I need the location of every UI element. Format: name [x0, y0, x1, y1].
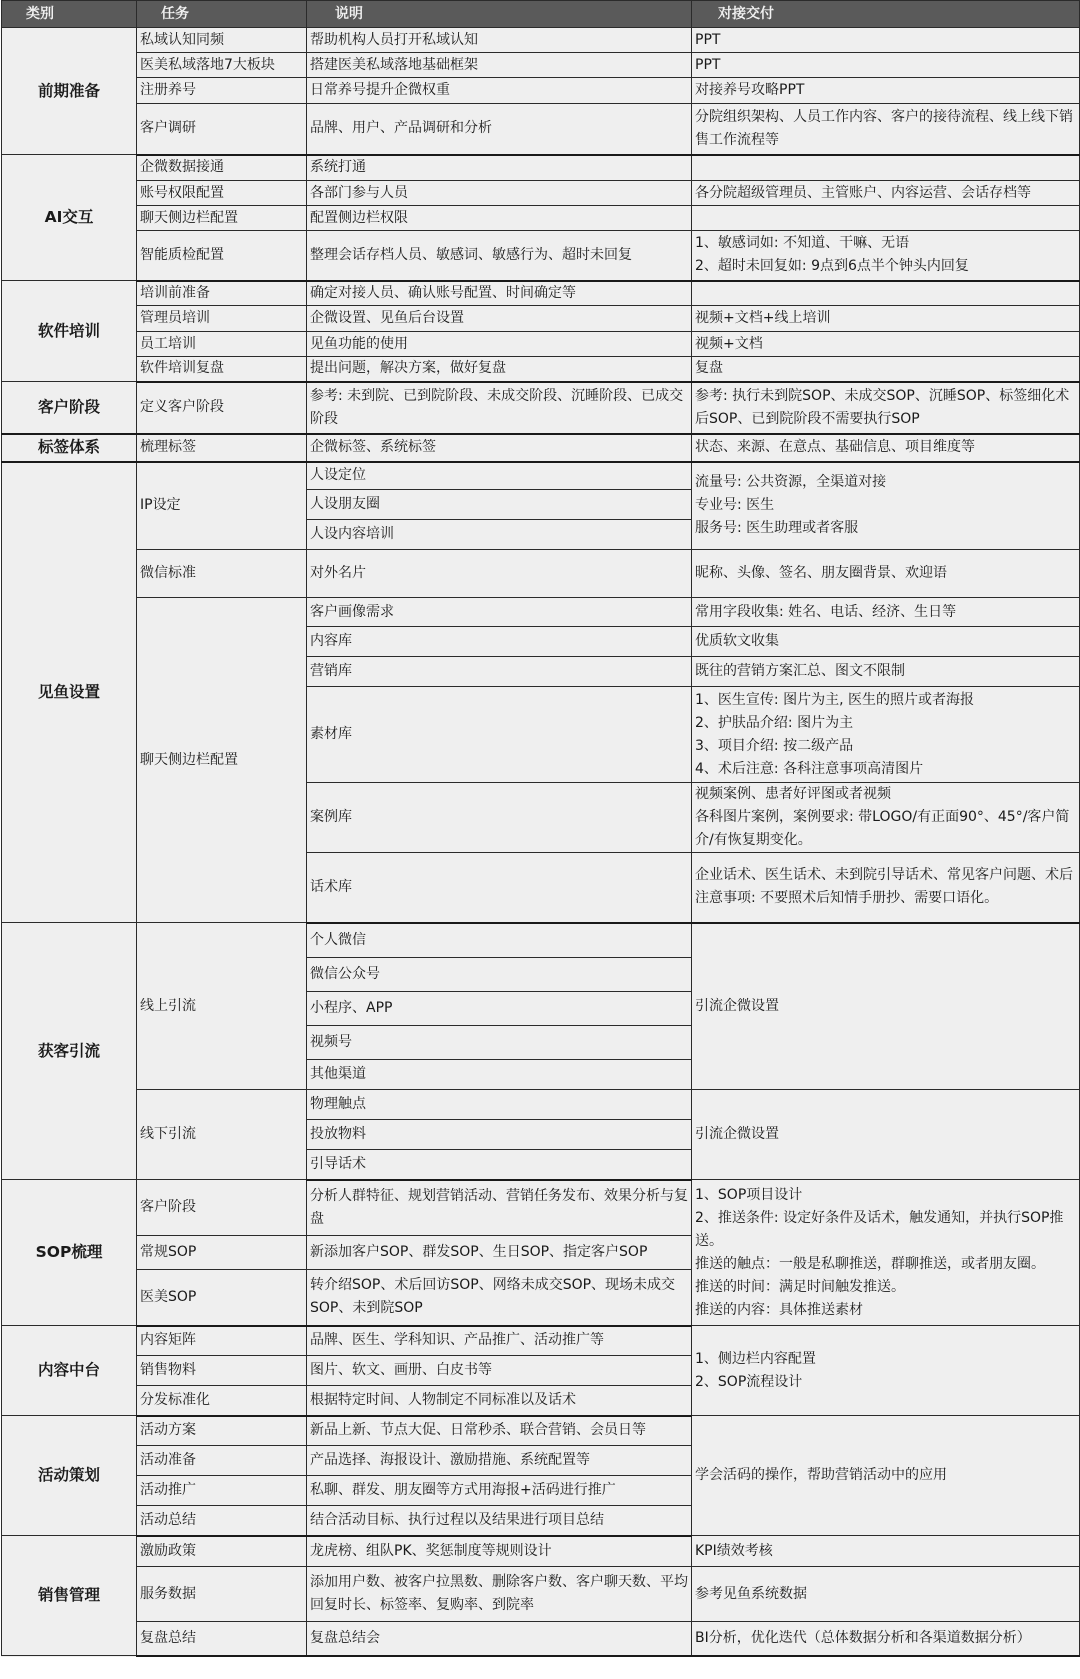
task-cell: 账号权限配置 [137, 181, 307, 206]
desc-cell: 见鱼功能的使用 [307, 332, 692, 357]
desc-cell: 话术库 [307, 853, 692, 923]
task-cell: 活动准备 [137, 1446, 307, 1476]
table-row [2, 1090, 1080, 1120]
table-row [2, 1326, 1080, 1356]
desc-cell: 小程序、APP [307, 992, 692, 1026]
desc-cell: 日常养号提升企微权重 [307, 78, 692, 104]
category-cell: 销售管理 [2, 1536, 137, 1656]
desc-cell: 人设朋友圈 [307, 490, 692, 520]
desc-cell: 配置侧边栏权限 [307, 206, 692, 231]
deliver-cell: 视频+文档 [692, 332, 1080, 357]
desc-cell: 图片、软文、画册、白皮书等 [307, 1356, 692, 1386]
task-cell: 微信标准 [137, 550, 307, 598]
deliver-cell: 1、侧边栏内容配置 2、SOP流程设计 [692, 1326, 1080, 1416]
task-cell: 梳理标签 [137, 434, 307, 462]
desc-cell: 转介绍SOP、术后回访SOP、网络未成交SOP、现场未成交SOP、未到院SOP [307, 1270, 692, 1326]
task-cell: 企微数据接通 [137, 155, 307, 181]
deliver-cell: 参考见鱼系统数据 [692, 1567, 1080, 1622]
delivery-table [1, 0, 1080, 1657]
task-cell: 医美私域落地7大板块 [137, 53, 307, 78]
category-cell: 获客引流 [2, 923, 137, 1180]
table-row [2, 1180, 1080, 1236]
desc-cell: 各部门参与人员 [307, 181, 692, 206]
category-cell: AI交互 [2, 155, 137, 281]
deliver-cell: PPT [692, 53, 1080, 78]
deliver-cell: KPI绩效考核 [692, 1536, 1080, 1567]
table-row [2, 923, 1080, 958]
desc-cell: 私聊、群发、朋友圈等方式用海报+活码进行推广 [307, 1476, 692, 1506]
desc-cell: 人设定位 [307, 462, 692, 490]
task-cell: 线上引流 [137, 923, 307, 1090]
desc-cell: 确定对接人员、确认账号配置、时间确定等 [307, 281, 692, 306]
desc-cell: 参考: 未到院、已到院阶段、未成交阶段、沉睡阶段、已成交阶段 [307, 382, 692, 434]
category-cell: 软件培训 [2, 281, 137, 382]
deliver-cell: 状态、来源、在意点、基础信息、项目维度等 [692, 434, 1080, 462]
desc-cell: 素材库 [307, 687, 692, 783]
desc-cell: 新品上新、节点大促、日常秒杀、联合营销、会员日等 [307, 1416, 692, 1446]
task-cell: 员工培训 [137, 332, 307, 357]
desc-cell: 微信公众号 [307, 958, 692, 992]
task-cell: 注册养号 [137, 78, 307, 104]
category-cell: SOP梳理 [2, 1180, 137, 1326]
task-cell: 服务数据 [137, 1567, 307, 1622]
header-delivery: 对接交付 [692, 1, 1080, 28]
header-category: 类别 [2, 1, 137, 28]
table-row [2, 382, 1080, 434]
deliver-cell: 复盘 [692, 357, 1080, 382]
category-cell: 前期准备 [2, 28, 137, 155]
deliver-cell: 视频+文档+线上培训 [692, 306, 1080, 332]
desc-cell: 提出问题，解决方案，做好复盘 [307, 357, 692, 382]
deliver-cell [692, 155, 1080, 181]
deliver-cell: 企业话术、医生话术、未到院引导话术、常见客户问题、术后注意事项: 不要照术后知情手册抄、需要口语化。 [692, 853, 1080, 923]
desc-cell: 帮助机构人员打开私域认知 [307, 28, 692, 53]
table-row [2, 1567, 1080, 1622]
deliver-cell: 学会活码的操作，帮助营销活动中的应用 [692, 1416, 1080, 1536]
task-cell: 内容矩阵 [137, 1326, 307, 1356]
desc-cell: 视频号 [307, 1026, 692, 1060]
deliver-cell [692, 281, 1080, 306]
table-row [2, 1622, 1080, 1656]
header-task: 任务 [137, 1, 307, 28]
table-row [2, 206, 1080, 231]
task-cell: 客户调研 [137, 104, 307, 155]
desc-cell: 客户画像需求 [307, 598, 692, 627]
deliver-cell: 1、医生宣传: 图片为主, 医生的照片或者海报 2、护肤品介绍: 图片为主 3、项目介绍: 按二级产品 4、术后注意: 各科注意事项高清图片 [692, 687, 1080, 783]
table-row [2, 332, 1080, 357]
desc-cell: 个人微信 [307, 923, 692, 958]
table-row [2, 181, 1080, 206]
deliver-cell: 1、SOP项目设计 2、推送条件: 设定好条件及话术，触发通知，并执行SOP推送。 推送的触点：一般是私聊推送，群聊推送，或者朋友圈。 推送的时间：满足时间触发推送。 推送的内容：具体推送素材 [692, 1180, 1080, 1326]
header-description: 说明 [307, 1, 692, 28]
task-cell: 软件培训复盘 [137, 357, 307, 382]
desc-cell: 产品选择、海报设计、激励措施、系统配置等 [307, 1446, 692, 1476]
deliver-cell: 分院组织架构、人员工作内容、客户的接待流程、线上线下销售工作流程等 [692, 104, 1080, 155]
deliver-cell: PPT [692, 28, 1080, 53]
desc-cell: 龙虎榜、组队PK、奖惩制度等规则设计 [307, 1536, 692, 1567]
task-cell: 私域认知同频 [137, 28, 307, 53]
desc-cell: 其他渠道 [307, 1060, 692, 1090]
desc-cell: 物理触点 [307, 1090, 692, 1120]
table-row [2, 357, 1080, 382]
deliver-cell: 引流企微设置 [692, 1090, 1080, 1180]
task-cell: 活动推广 [137, 1476, 307, 1506]
task-cell: IP设定 [137, 462, 307, 550]
desc-cell: 企微标签、系统标签 [307, 434, 692, 462]
table-row [2, 28, 1080, 53]
desc-cell: 搭建医美私域落地基础框架 [307, 53, 692, 78]
deliver-cell: 既往的营销方案汇总、图文不限制 [692, 657, 1080, 687]
category-cell: 活动策划 [2, 1416, 137, 1536]
task-cell: 客户阶段 [137, 1180, 307, 1236]
deliver-cell: 1、敏感词如: 不知道、干嘛、无语 2、超时未回复如: 9点到6点半个钟头内回复 [692, 231, 1080, 281]
desc-cell: 系统打通 [307, 155, 692, 181]
deliver-cell: 各分院超级管理员、主管账户、内容运营、会话存档等 [692, 181, 1080, 206]
desc-cell: 复盘总结会 [307, 1622, 692, 1656]
deliver-cell: 视频案例、患者好评图或者视频 各科图片案例，案例要求: 带LOGO/有正面90°、45°/客户简介/有恢复期变化。 [692, 783, 1080, 853]
desc-cell: 案例库 [307, 783, 692, 853]
task-cell: 常规SOP [137, 1236, 307, 1270]
table-row [2, 78, 1080, 104]
desc-cell: 添加用户数、被客户拉黑数、删除客户数、客户聊天数、平均回复时长、标签率、复购率、到院率 [307, 1567, 692, 1622]
desc-cell: 分析人群特征、规划营销活动、营销任务发布、效果分析与复盘 [307, 1180, 692, 1236]
table-row [2, 104, 1080, 155]
deliver-cell: 常用字段收集: 姓名、电话、经济、生日等 [692, 598, 1080, 627]
desc-cell: 投放物料 [307, 1120, 692, 1150]
table-row [2, 306, 1080, 332]
task-cell: 医美SOP [137, 1270, 307, 1326]
task-cell: 聊天侧边栏配置 [137, 598, 307, 923]
task-cell: 线下引流 [137, 1090, 307, 1180]
table-row [2, 53, 1080, 78]
task-cell: 定义客户阶段 [137, 382, 307, 434]
desc-cell: 品牌、用户、产品调研和分析 [307, 104, 692, 155]
task-cell: 管理员培训 [137, 306, 307, 332]
desc-cell: 引导话术 [307, 1150, 692, 1180]
desc-cell: 整理会话存档人员、敏感词、敏感行为、超时未回复 [307, 231, 692, 281]
category-cell: 见鱼设置 [2, 462, 137, 923]
desc-cell: 对外名片 [307, 550, 692, 598]
desc-cell: 人设内容培训 [307, 520, 692, 550]
deliver-cell: BI分析，优化迭代（总体数据分析和各渠道数据分析） [692, 1622, 1080, 1656]
deliver-cell: 参考: 执行未到院SOP、未成交SOP、沉睡SOP、标签细化术后SOP、已到院阶段不需要执行SOP [692, 382, 1080, 434]
table-row [2, 434, 1080, 462]
table-row [2, 598, 1080, 627]
deliver-cell: 流量号: 公共资源，全渠道对接 专业号: 医生 服务号: 医生助理或者客服 [692, 462, 1080, 550]
desc-cell: 根据特定时间、人物制定不同标准以及话术 [307, 1386, 692, 1416]
category-cell: 客户阶段 [2, 382, 137, 434]
deliver-cell: 对接养号攻略PPT [692, 78, 1080, 104]
desc-cell: 品牌、医生、学科知识、产品推广、活动推广等 [307, 1326, 692, 1356]
desc-cell: 新添加客户SOP、群发SOP、生日SOP、指定客户SOP [307, 1236, 692, 1270]
task-cell: 培训前准备 [137, 281, 307, 306]
desc-cell: 营销库 [307, 657, 692, 687]
table-row [2, 231, 1080, 281]
desc-cell: 企微设置、见鱼后台设置 [307, 306, 692, 332]
table-row [2, 281, 1080, 306]
header-row [2, 1, 1080, 28]
table-row [2, 462, 1080, 490]
task-cell: 活动方案 [137, 1416, 307, 1446]
table-row [2, 155, 1080, 181]
category-cell: 标签体系 [2, 434, 137, 462]
task-cell: 聊天侧边栏配置 [137, 206, 307, 231]
desc-cell: 结合活动目标、执行过程以及结果进行项目总结 [307, 1506, 692, 1536]
table-row [2, 550, 1080, 598]
task-cell: 销售物料 [137, 1356, 307, 1386]
table-row [2, 1416, 1080, 1446]
deliver-cell: 引流企微设置 [692, 923, 1080, 1090]
deliver-cell [692, 206, 1080, 231]
table-row [2, 1536, 1080, 1567]
deliver-cell: 昵称、头像、签名、朋友圈背景、欢迎语 [692, 550, 1080, 598]
category-cell: 内容中台 [2, 1326, 137, 1416]
task-cell: 智能质检配置 [137, 231, 307, 281]
deliver-cell: 优质软文收集 [692, 627, 1080, 657]
desc-cell: 内容库 [307, 627, 692, 657]
task-cell: 活动总结 [137, 1506, 307, 1536]
task-cell: 复盘总结 [137, 1622, 307, 1656]
task-cell: 分发标准化 [137, 1386, 307, 1416]
task-cell: 激励政策 [137, 1536, 307, 1567]
